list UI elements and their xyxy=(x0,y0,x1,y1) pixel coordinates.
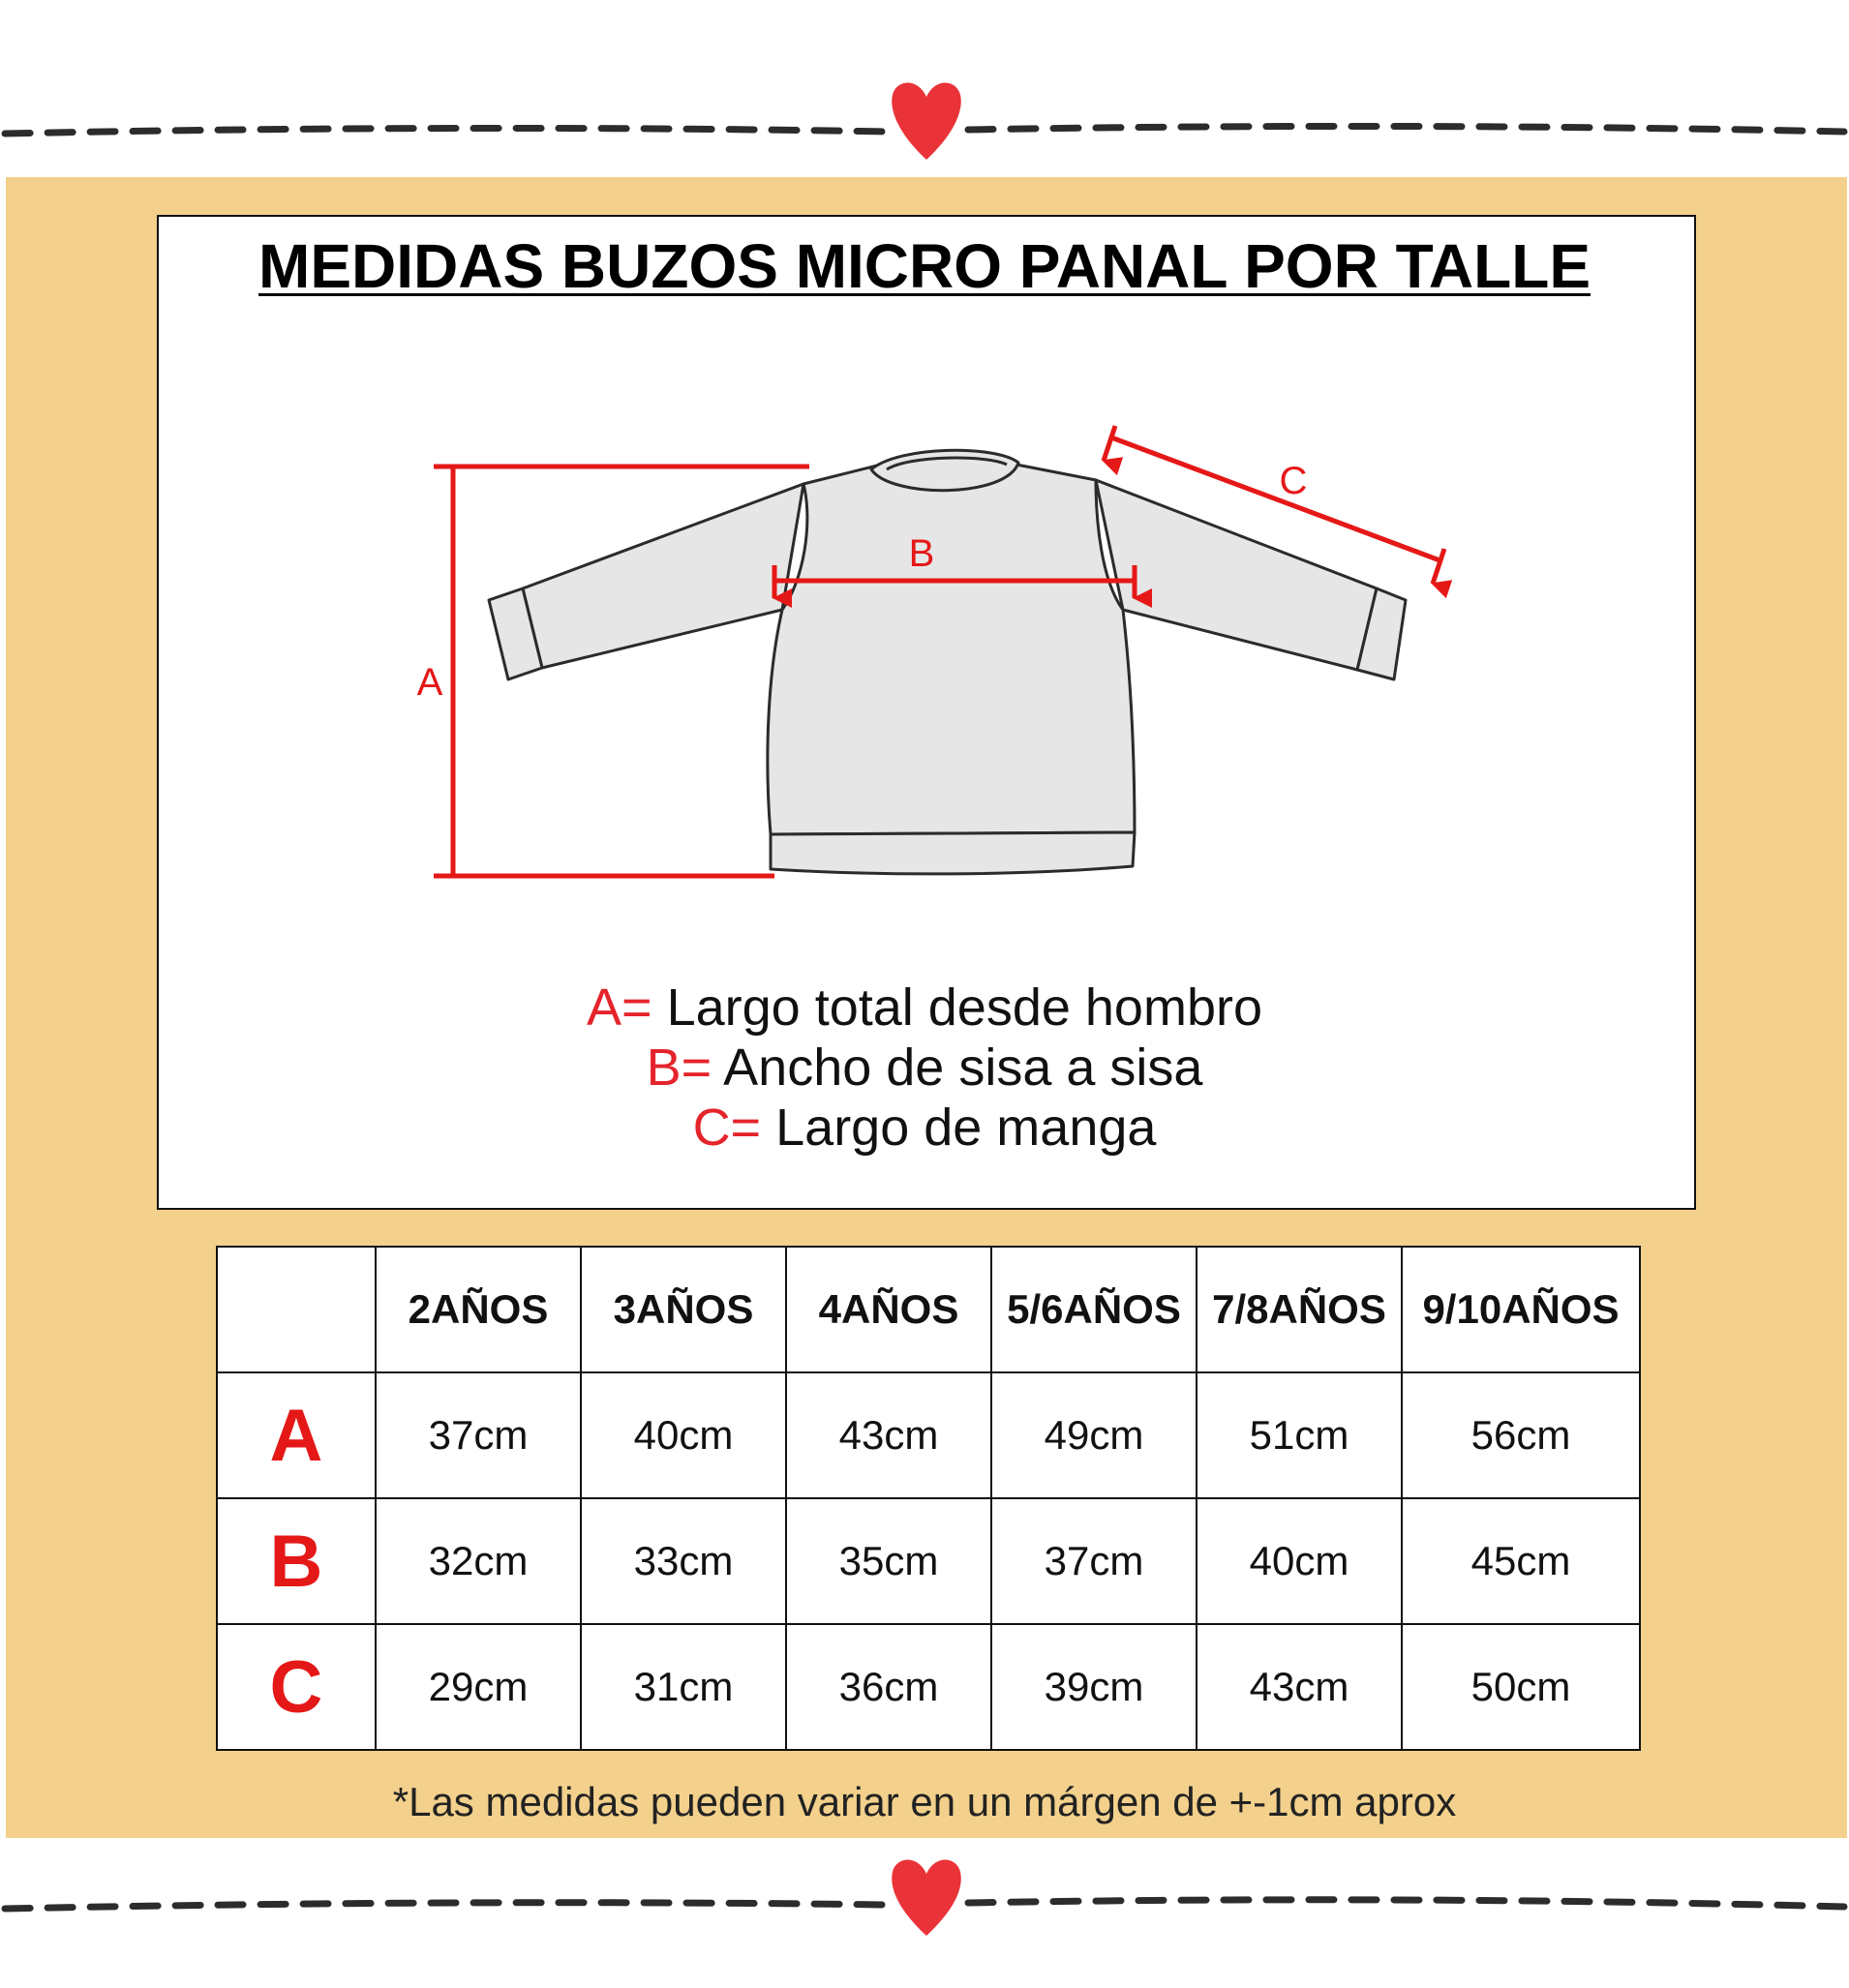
table-header-cell: 5/6AÑOS xyxy=(991,1247,1197,1372)
size-table xyxy=(216,1246,1641,1751)
label-a: A xyxy=(416,661,443,704)
table-row xyxy=(217,1624,1640,1750)
table-header-cell: 7/8AÑOS xyxy=(1197,1247,1402,1372)
legend-item-c xyxy=(0,1098,1849,1158)
table-cell: 43cm xyxy=(1197,1624,1402,1750)
table-cell: 36cm xyxy=(786,1624,991,1750)
table-cell: 29cm xyxy=(376,1624,581,1750)
table-cell: 40cm xyxy=(1197,1498,1402,1624)
heart-icon xyxy=(892,83,961,161)
table-cell: 56cm xyxy=(1402,1372,1640,1498)
table-cell: 45cm xyxy=(1402,1498,1640,1624)
heart-icon xyxy=(892,1860,961,1937)
label-c: C xyxy=(1279,460,1308,502)
table-row xyxy=(217,1498,1640,1624)
row-key: A xyxy=(217,1372,376,1498)
legend-text: Largo de manga xyxy=(775,1099,1157,1157)
top-dashed-border xyxy=(0,68,1849,174)
table-cell: 37cm xyxy=(991,1498,1197,1624)
table-cell: 51cm xyxy=(1197,1372,1402,1498)
page-title: MEDIDAS BUZOS MICRO PANAL POR TALLE xyxy=(258,231,1591,301)
table-header-cell: 3AÑOS xyxy=(581,1247,786,1372)
table-header-cell: 2AÑOS xyxy=(376,1247,581,1372)
table-cell: 39cm xyxy=(991,1624,1197,1750)
table-cell: 43cm xyxy=(786,1372,991,1498)
sweater-diagram xyxy=(387,407,1471,910)
legend-text: Largo total desde hombro xyxy=(666,979,1262,1037)
legend-key: C= xyxy=(692,1099,762,1157)
row-key: C xyxy=(217,1624,376,1750)
table-cell: 31cm xyxy=(581,1624,786,1750)
legend-key: B= xyxy=(646,1039,712,1097)
row-key: B xyxy=(217,1498,376,1624)
table-header-cell: 9/10AÑOS xyxy=(1402,1247,1640,1372)
footnote: *Las medidas pueden variar en un márgen de +-1cm aprox xyxy=(392,1779,1457,1824)
measurement-legend xyxy=(0,978,1849,1158)
legend-item-a xyxy=(0,978,1849,1038)
label-b: B xyxy=(908,532,935,575)
table-row xyxy=(217,1372,1640,1498)
bottom-dashed-border xyxy=(0,1839,1849,1945)
table-cell: 37cm xyxy=(376,1372,581,1498)
table-cell: 49cm xyxy=(991,1372,1197,1498)
legend-item-b xyxy=(0,1038,1849,1098)
table-cell: 32cm xyxy=(376,1498,581,1624)
table-header-row xyxy=(217,1247,1640,1372)
table-cell: 35cm xyxy=(786,1498,991,1624)
table-cell: 40cm xyxy=(581,1372,786,1498)
legend-text: Ancho de sisa a sisa xyxy=(723,1039,1203,1097)
table-corner-cell xyxy=(217,1247,376,1372)
table-header-cell: 4AÑOS xyxy=(786,1247,991,1372)
table-cell: 50cm xyxy=(1402,1624,1640,1750)
table-cell: 33cm xyxy=(581,1498,786,1624)
legend-key: A= xyxy=(587,979,652,1037)
sweater-shape xyxy=(489,450,1406,874)
